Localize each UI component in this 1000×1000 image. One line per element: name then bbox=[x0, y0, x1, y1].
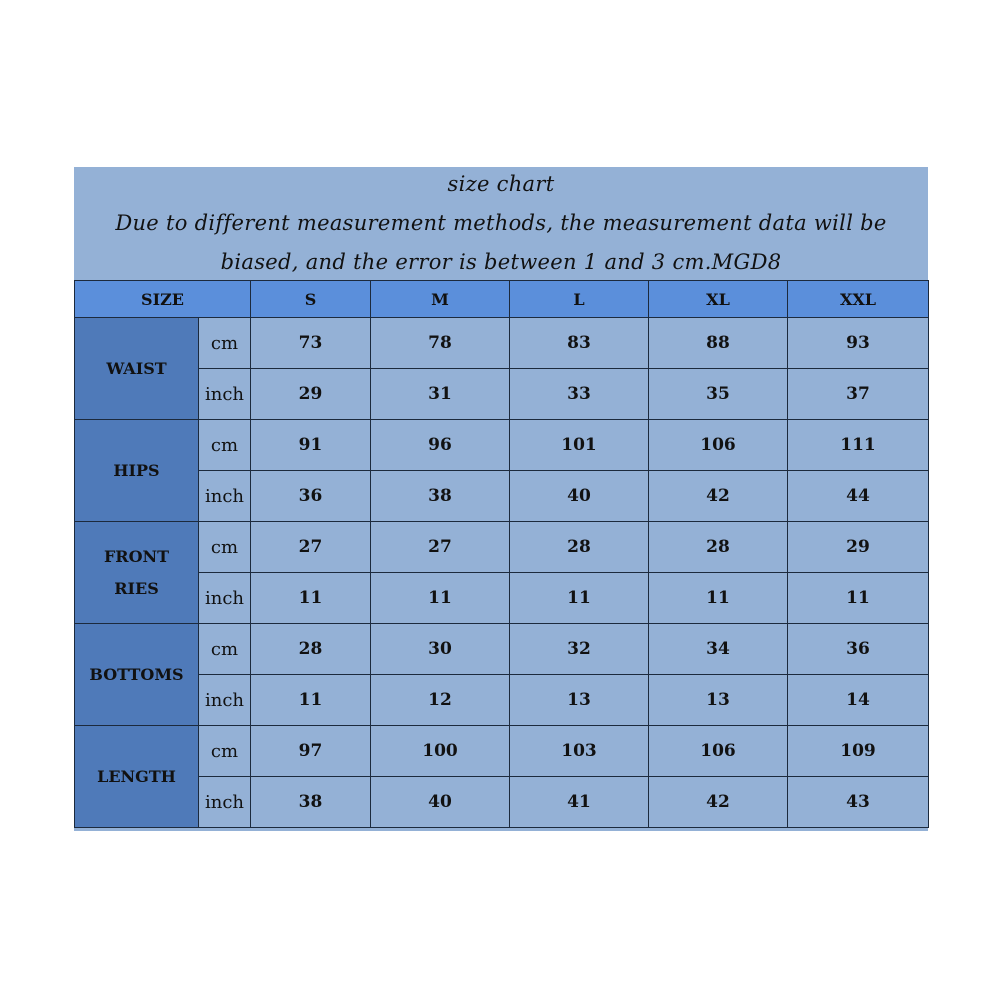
measurement-cell: 11 bbox=[371, 573, 510, 624]
category-front-rise bbox=[75, 522, 199, 624]
table-row bbox=[75, 573, 929, 624]
measurement-cell: 29 bbox=[251, 369, 371, 420]
measurement-cell: 103 bbox=[510, 726, 649, 777]
measurement-cell: 28 bbox=[649, 522, 788, 573]
unit-cm: cm bbox=[199, 522, 251, 573]
measurement-cell: 28 bbox=[251, 624, 371, 675]
measurement-cell: 13 bbox=[510, 675, 649, 726]
table-row bbox=[75, 522, 929, 573]
measurement-cell: 41 bbox=[510, 777, 649, 828]
table-row bbox=[75, 420, 929, 471]
unit-cm: cm bbox=[199, 420, 251, 471]
table-row bbox=[75, 471, 929, 522]
measurement-cell: 100 bbox=[371, 726, 510, 777]
measurement-cell: 14 bbox=[788, 675, 929, 726]
table-row bbox=[75, 624, 929, 675]
measurement-cell: 13 bbox=[649, 675, 788, 726]
measurement-cell: 27 bbox=[251, 522, 371, 573]
category-label: FRONT bbox=[103, 546, 170, 566]
size-s: S bbox=[251, 281, 371, 318]
measurement-cell: 42 bbox=[649, 777, 788, 828]
measurement-cell: 29 bbox=[788, 522, 929, 573]
measurement-cell: 36 bbox=[788, 624, 929, 675]
unit-inch: inch bbox=[199, 573, 251, 624]
measurement-cell: 111 bbox=[788, 420, 929, 471]
measurement-cell: 42 bbox=[649, 471, 788, 522]
category-waist bbox=[75, 318, 199, 420]
unit-inch: inch bbox=[199, 471, 251, 522]
measurement-cell: 11 bbox=[251, 573, 371, 624]
unit-inch: inch bbox=[199, 675, 251, 726]
measurement-cell: 78 bbox=[371, 318, 510, 369]
chart-header bbox=[74, 167, 928, 282]
measurement-cell: 32 bbox=[510, 624, 649, 675]
measurement-cell: 44 bbox=[788, 471, 929, 522]
table-row bbox=[75, 318, 929, 369]
measurement-cell: 12 bbox=[371, 675, 510, 726]
measurement-cell: 31 bbox=[371, 369, 510, 420]
measurement-cell: 36 bbox=[251, 471, 371, 522]
size-l: L bbox=[510, 281, 649, 318]
table-row bbox=[75, 369, 929, 420]
measurement-cell: 73 bbox=[251, 318, 371, 369]
category-length bbox=[75, 726, 199, 828]
measurement-note-line-2: biased, and the error is between 1 and 3 cm.MGD8 bbox=[220, 250, 782, 274]
measurement-cell: 11 bbox=[510, 573, 649, 624]
category-hips bbox=[75, 420, 199, 522]
measurement-note-line-1: Due to different measurement methods, the measurement data will be bbox=[115, 211, 887, 235]
measurement-cell: 106 bbox=[649, 420, 788, 471]
measurement-cell: 101 bbox=[510, 420, 649, 471]
unit-cm: cm bbox=[199, 624, 251, 675]
size-xl: XL bbox=[649, 281, 788, 318]
size-header-row bbox=[75, 281, 929, 318]
size-xxl: XXL bbox=[788, 281, 929, 318]
measurement-cell: 30 bbox=[371, 624, 510, 675]
size-label: SIZE bbox=[75, 281, 251, 318]
table-row bbox=[75, 726, 929, 777]
measurement-cell: 96 bbox=[371, 420, 510, 471]
measurement-cell: 38 bbox=[251, 777, 371, 828]
measurement-cell: 106 bbox=[649, 726, 788, 777]
measurement-cell: 11 bbox=[649, 573, 788, 624]
measurement-cell: 28 bbox=[510, 522, 649, 573]
measurement-cell: 43 bbox=[788, 777, 929, 828]
measurement-cell: 97 bbox=[251, 726, 371, 777]
measurement-cell: 93 bbox=[788, 318, 929, 369]
unit-inch: inch bbox=[199, 369, 251, 420]
size-table bbox=[74, 280, 929, 828]
measurement-cell: 37 bbox=[788, 369, 929, 420]
size-chart bbox=[74, 167, 928, 831]
measurement-cell: 38 bbox=[371, 471, 510, 522]
measurement-cell: 40 bbox=[510, 471, 649, 522]
measurement-cell: 91 bbox=[251, 420, 371, 471]
measurement-cell: 11 bbox=[251, 675, 371, 726]
category-label: HIPS bbox=[113, 460, 160, 480]
category-label: WAIST bbox=[106, 358, 167, 378]
measurement-cell: 35 bbox=[649, 369, 788, 420]
measurement-cell: 33 bbox=[510, 369, 649, 420]
measurement-cell: 109 bbox=[788, 726, 929, 777]
measurement-cell: 34 bbox=[649, 624, 788, 675]
measurement-cell: 83 bbox=[510, 318, 649, 369]
measurement-cell: 27 bbox=[371, 522, 510, 573]
category-label: LENGTH bbox=[97, 766, 176, 786]
measurement-cell: 40 bbox=[371, 777, 510, 828]
unit-inch: inch bbox=[199, 777, 251, 828]
table-row bbox=[75, 675, 929, 726]
size-m: M bbox=[371, 281, 510, 318]
category-bottoms bbox=[75, 624, 199, 726]
measurement-cell: 11 bbox=[788, 573, 929, 624]
category-label: BOTTOMS bbox=[89, 664, 184, 684]
table-row bbox=[75, 777, 929, 828]
category-label: RIES bbox=[114, 578, 159, 598]
measurement-cell: 88 bbox=[649, 318, 788, 369]
unit-cm: cm bbox=[199, 726, 251, 777]
chart-title: size chart bbox=[447, 172, 555, 196]
unit-cm: cm bbox=[199, 318, 251, 369]
